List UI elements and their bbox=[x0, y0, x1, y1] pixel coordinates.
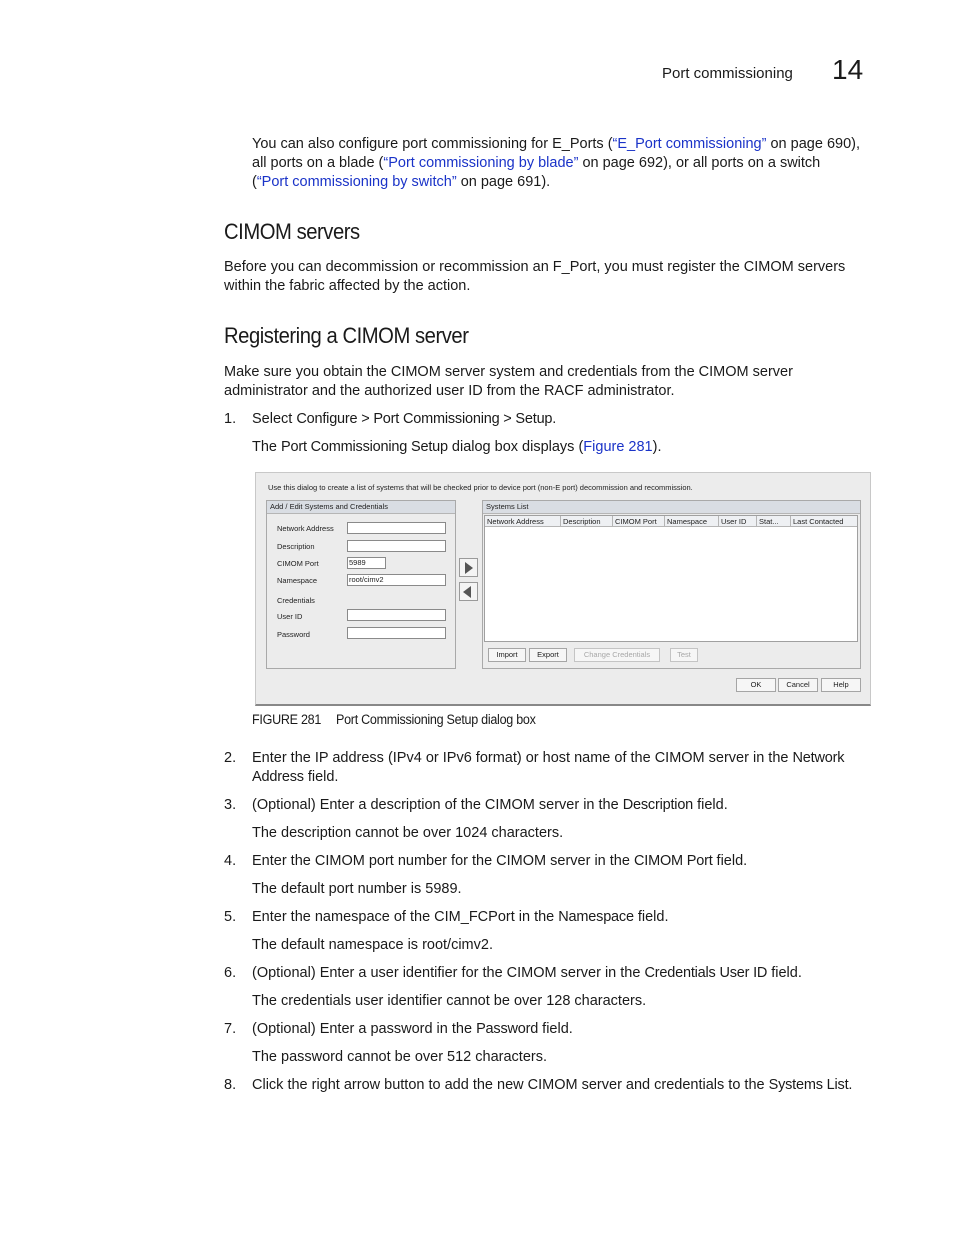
add-edit-panel bbox=[266, 500, 456, 669]
paragraph-line: within the fabric affected by the action. bbox=[224, 278, 471, 294]
registering-paragraph bbox=[224, 363, 864, 401]
step-8-text bbox=[252, 1076, 892, 1095]
step-6-note: The credentials user identifier cannot be over 128 characters. bbox=[252, 993, 647, 1009]
password-label: Password bbox=[277, 630, 310, 639]
step-text: field. bbox=[693, 797, 728, 813]
intro-text: on page 691). bbox=[456, 174, 551, 190]
step-text: field. bbox=[633, 909, 669, 925]
paragraph-line: administrator and the authorized user ID from the RACF administrator. bbox=[224, 383, 675, 399]
step-number: 7. bbox=[224, 1021, 237, 1037]
section-heading-registering: Registering a CIMOM server bbox=[224, 323, 469, 348]
figure-link[interactable]: Figure 281 bbox=[583, 439, 653, 455]
section-heading-cimom-servers: CIMOM servers bbox=[224, 219, 360, 244]
link-port-commissioning-blade[interactable]: “Port commissioning by blade” bbox=[383, 155, 579, 171]
dialog-name: Port Commissioning Setup bbox=[281, 439, 448, 455]
cancel-button[interactable]: Cancel bbox=[778, 678, 818, 692]
step-text: (Optional) Enter a user identifier for the CIMOM server in the bbox=[252, 965, 645, 981]
field-name: CIMOM Port bbox=[633, 853, 713, 869]
intro-text: on page 692), or all ports on a switch bbox=[578, 155, 821, 171]
port-commissioning-setup-dialog bbox=[255, 472, 871, 706]
systems-list-panel bbox=[482, 500, 861, 669]
step-text: field. bbox=[303, 769, 339, 785]
description-label: Description bbox=[277, 542, 315, 551]
step-text: Enter the IP address (IPv4 or IPv6 format) or host name of the CIMOM server in the bbox=[252, 750, 793, 766]
field-name: Systems List bbox=[768, 1077, 849, 1093]
add-edit-panel-title: Add / Edit Systems and Credentials bbox=[267, 501, 455, 514]
step-6-text bbox=[252, 964, 802, 983]
figure-title: Port Commissioning Setup dialog box bbox=[335, 712, 536, 727]
add-right-arrow-button[interactable] bbox=[459, 558, 478, 577]
cimom-port-input[interactable]: 5989 bbox=[347, 557, 386, 569]
link-e-port-commissioning[interactable]: “E_Port commissioning” bbox=[612, 136, 767, 152]
note-text: dialog box displays ( bbox=[447, 439, 584, 455]
step-number: 8. bbox=[224, 1077, 237, 1093]
step-1-note bbox=[252, 438, 661, 457]
step-text: field. bbox=[712, 853, 748, 869]
remove-left-arrow-button[interactable] bbox=[459, 582, 478, 601]
step-1-text bbox=[252, 410, 556, 429]
step-5-text bbox=[252, 908, 669, 927]
step-4-note: The default port number is 5989. bbox=[252, 881, 462, 897]
systems-list-title: Systems List bbox=[483, 501, 860, 514]
step-text: Click the right arrow button to add the new CIMOM server and credentials to the bbox=[252, 1077, 769, 1093]
network-address-input[interactable] bbox=[347, 522, 446, 534]
description-input[interactable] bbox=[347, 540, 446, 552]
field-name: Network bbox=[792, 750, 845, 766]
intro-text: on page 690), bbox=[766, 136, 860, 152]
step-number: 3. bbox=[224, 797, 237, 813]
field-name: Credentials User ID bbox=[644, 965, 768, 981]
cimom-servers-paragraph bbox=[224, 258, 864, 296]
change-credentials-button[interactable]: Change Credentials bbox=[574, 648, 660, 662]
step-text: . bbox=[552, 411, 557, 427]
column-header[interactable]: Last Contacted bbox=[791, 516, 857, 527]
field-name: Namespace bbox=[558, 909, 634, 925]
right-arrow-icon bbox=[465, 562, 473, 574]
password-input[interactable] bbox=[347, 627, 446, 639]
namespace-input[interactable]: root/cimv2 bbox=[347, 574, 446, 586]
step-7-text bbox=[252, 1020, 573, 1039]
figure-label: FIGURE 281 bbox=[252, 712, 322, 727]
intro-text: You can also configure port commissioning for E_Ports ( bbox=[252, 136, 613, 152]
intro-text: all ports on a blade ( bbox=[252, 155, 384, 171]
dialog-intro-text: Use this dialog to create a list of systems that will be checked prior to device port (non-E port) decommission and recommission. bbox=[268, 483, 693, 492]
step-number: 2. bbox=[224, 750, 237, 766]
column-header[interactable]: Description bbox=[561, 516, 613, 527]
column-header[interactable]: CIMOM Port bbox=[613, 516, 665, 527]
import-button[interactable]: Import bbox=[488, 648, 526, 662]
field-name: Description bbox=[622, 797, 694, 813]
test-button[interactable]: Test bbox=[670, 648, 698, 662]
help-button[interactable]: Help bbox=[821, 678, 861, 692]
step-text: field. bbox=[767, 965, 802, 981]
step-text: (Optional) Enter a description of the CIMOM server in the bbox=[252, 797, 623, 813]
step-number: 4. bbox=[224, 853, 237, 869]
left-arrow-icon bbox=[463, 586, 471, 598]
step-4-text bbox=[252, 852, 747, 871]
step-3-text bbox=[252, 796, 728, 815]
paragraph-line: Before you can decommission or recommission an F_Port, you must register the CIMOM servers bbox=[224, 259, 846, 275]
link-port-commissioning-switch[interactable]: “Port commissioning by switch” bbox=[256, 174, 457, 190]
note-text: The bbox=[252, 439, 282, 455]
column-header[interactable]: User ID bbox=[719, 516, 757, 527]
namespace-label: Namespace bbox=[277, 576, 318, 585]
figure-caption bbox=[252, 712, 550, 727]
step-2-text bbox=[252, 749, 872, 787]
paragraph-line: Make sure you obtain the CIMOM server system and credentials from the CIMOM server bbox=[224, 364, 793, 380]
field-name: Password bbox=[476, 1021, 539, 1037]
step-text: . bbox=[848, 1077, 853, 1093]
column-header[interactable]: Namespace bbox=[665, 516, 719, 527]
intro-paragraph bbox=[252, 135, 872, 192]
field-name: Address bbox=[252, 769, 304, 785]
step-3-note: The description cannot be over 1024 characters. bbox=[252, 825, 564, 841]
step-7-note: The password cannot be over 512 characters. bbox=[252, 1049, 547, 1065]
chapter-number: 14 bbox=[832, 54, 864, 85]
step-text: Enter the namespace of the CIM_FCPort in the bbox=[252, 909, 559, 925]
cimom-port-label: CIMOM Port bbox=[277, 559, 319, 568]
step-5-note: The default namespace is root/cimv2. bbox=[252, 937, 493, 953]
export-button[interactable]: Export bbox=[529, 648, 567, 662]
step-text: field. bbox=[538, 1021, 573, 1037]
user-id-input[interactable] bbox=[347, 609, 446, 621]
step-number: 5. bbox=[224, 909, 237, 925]
systems-list-table[interactable] bbox=[484, 515, 858, 642]
step-text: Select bbox=[252, 411, 297, 427]
step-text: Enter the CIMOM port number for the CIMOM server in the bbox=[252, 853, 634, 869]
column-header[interactable]: Stat... bbox=[757, 516, 791, 527]
network-address-label: Network Address bbox=[277, 524, 334, 533]
running-header-title: Port commissioning bbox=[662, 65, 793, 82]
intro-text: ( bbox=[252, 174, 257, 190]
credentials-label: Credentials bbox=[277, 596, 315, 605]
ok-button[interactable]: OK bbox=[736, 678, 776, 692]
user-id-label: User ID bbox=[277, 612, 303, 621]
step-number: 1. bbox=[224, 411, 237, 427]
note-text: ). bbox=[652, 439, 662, 455]
step-text: (Optional) Enter a password in the bbox=[252, 1021, 477, 1037]
menu-path: Configure > Port Commissioning > Setup bbox=[296, 411, 553, 427]
step-number: 6. bbox=[224, 965, 237, 981]
column-header[interactable]: Network Address bbox=[485, 516, 561, 527]
